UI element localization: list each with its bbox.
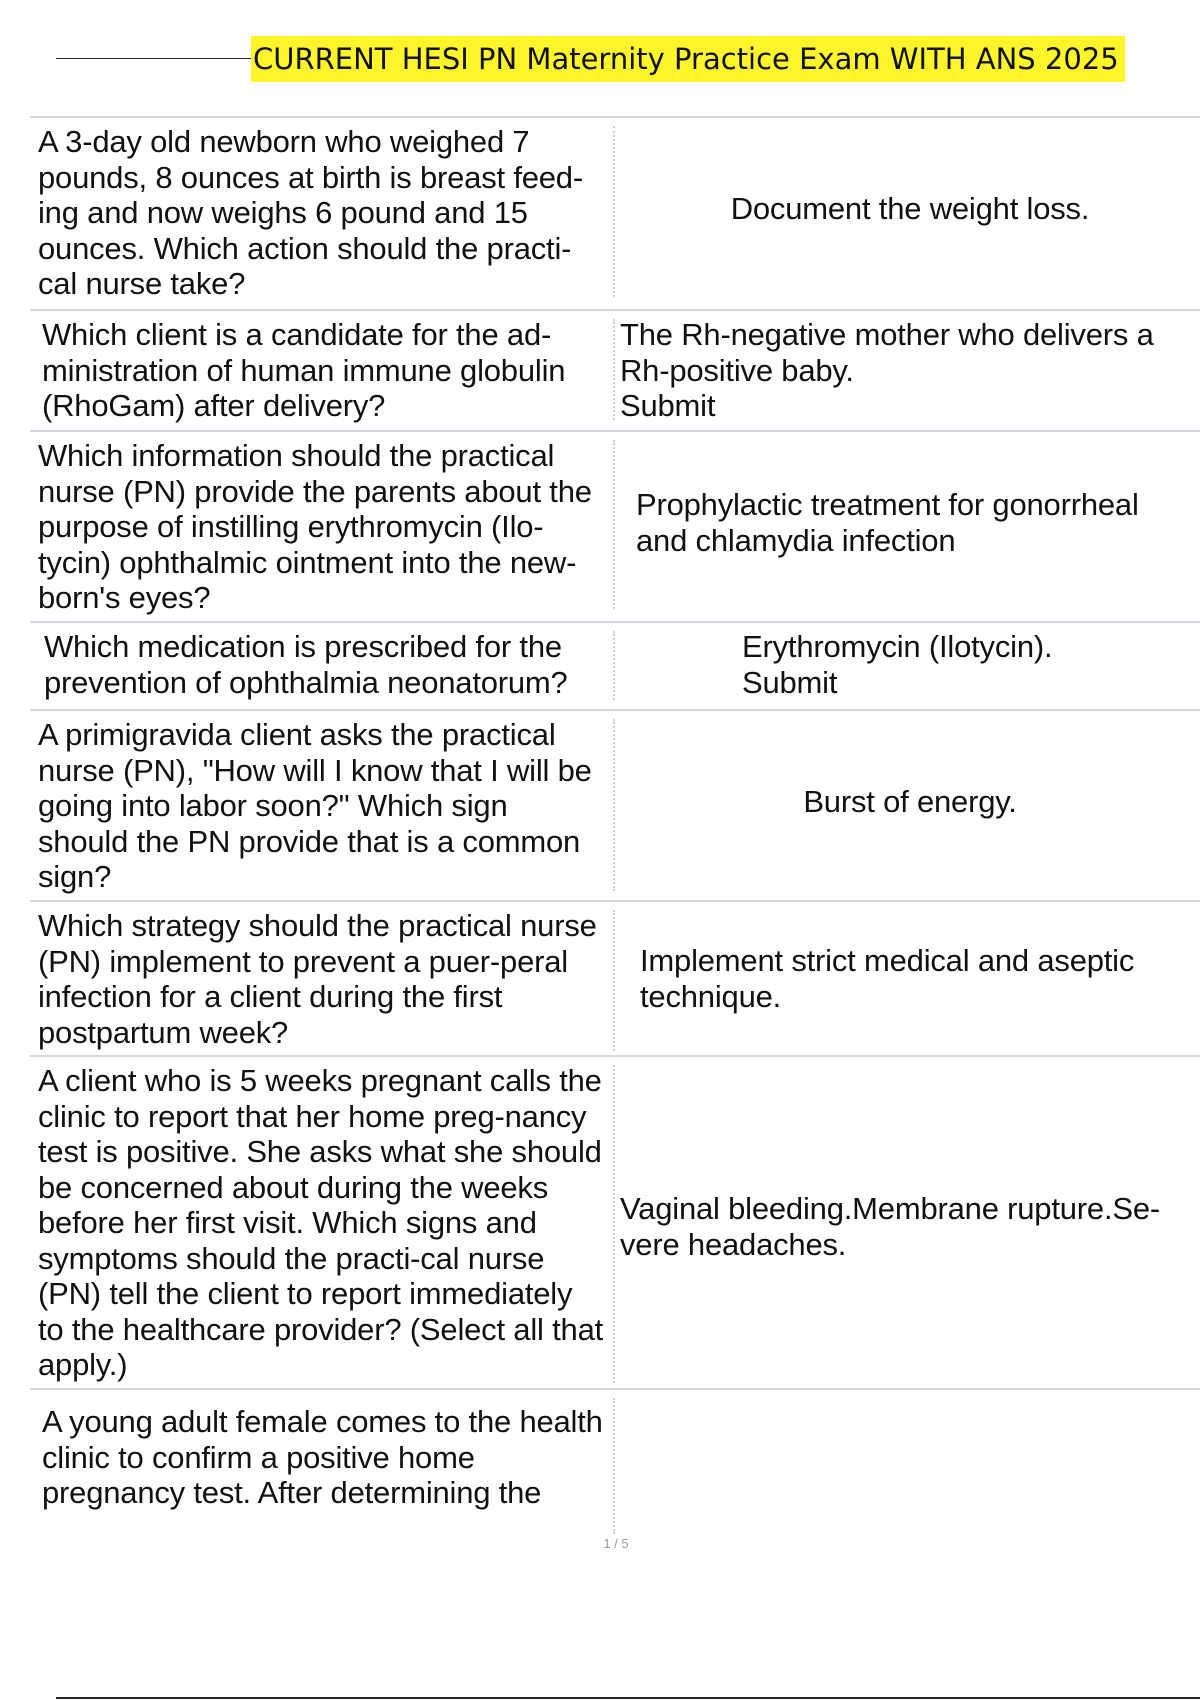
question-text: Which strategy should the practical nurse (PN) implement to prevent a puer-peral infection for a client during the first postpartum week? bbox=[38, 908, 597, 1050]
question-text: Which client is a candidate for the ad-ministration of human immune globulin (RhoGam) after delivery? bbox=[42, 317, 566, 423]
answer-text: Erythromycin (Ilotycin). bbox=[742, 629, 1053, 664]
qa-row-5 bbox=[30, 709, 1200, 897]
answer-text: The Rh-negative mother who delivers a Rh-positive baby. bbox=[620, 317, 1154, 388]
column-divider bbox=[613, 1398, 615, 1534]
answer-text: Prophylactic treatment for gonorrheal and chlamydia infection bbox=[636, 487, 1139, 558]
answer-text: Burst of energy. bbox=[803, 784, 1017, 819]
answer-cell bbox=[620, 711, 1200, 897]
answer-text: Document the weight loss. bbox=[730, 191, 1090, 226]
column-divider bbox=[613, 910, 615, 1051]
question-text: A 3-day old newborn who weighed 7 pounds, 8 ounces at birth is breast feed-ing and now weighs 6 pound and 15 ounces. Which action should the practi-cal nurse take? bbox=[38, 124, 583, 301]
answer-text: Vaginal bleeding.Membrane rupture.Se-vere headaches. bbox=[620, 1191, 1161, 1262]
qa-row-3 bbox=[30, 430, 1200, 615]
qa-row-8 bbox=[30, 1388, 1200, 1540]
column-divider bbox=[613, 1065, 615, 1383]
question-text: A young adult female comes to the health clinic to confirm a positive home pregnancy test. After determining the bbox=[42, 1404, 603, 1510]
column-divider bbox=[613, 631, 615, 700]
qa-row-2 bbox=[30, 309, 1200, 426]
column-divider bbox=[613, 126, 615, 297]
answer-cell bbox=[620, 1390, 1200, 1540]
footer-rule bbox=[56, 1697, 1200, 1699]
qa-row-7 bbox=[30, 1055, 1200, 1389]
header-rule bbox=[56, 58, 251, 59]
column-divider bbox=[613, 319, 615, 420]
question-text: A primigravida client asks the practical nurse (PN), "How will I know that I will be going into labor soon?" Which sign should the PN provide that is a common sign? bbox=[38, 717, 592, 894]
answer-cell bbox=[620, 118, 1200, 303]
page-indicator: 1 / 5 bbox=[603, 1536, 629, 1551]
column-divider bbox=[613, 719, 615, 891]
answer-text: Implement strict medical and aseptic technique. bbox=[640, 943, 1135, 1014]
answer-cell bbox=[620, 311, 1200, 426]
answer-submit-label: Submit bbox=[620, 388, 716, 423]
answer-cell bbox=[620, 623, 1200, 706]
document-title: CURRENT HESI PN Maternity Practice Exam WITH ANS 2025 bbox=[251, 36, 1125, 82]
qa-row-1 bbox=[30, 116, 1200, 303]
question-text: Which medication is prescribed for the prevention of ophthalmia neonatorum? bbox=[44, 629, 568, 700]
question-text: Which information should the practical nurse (PN) provide the parents about the purpose of instilling erythromycin (Ilo-tycin) ophthalmic ointment into the new-born's eyes? bbox=[38, 438, 592, 615]
answer-submit-label: Submit bbox=[742, 664, 838, 700]
qa-row-4 bbox=[30, 621, 1200, 706]
answer-cell bbox=[620, 902, 1200, 1057]
answer-cell bbox=[620, 432, 1200, 615]
answer-cell bbox=[620, 1057, 1200, 1389]
column-divider bbox=[613, 440, 615, 609]
question-text: A client who is 5 weeks pregnant calls the clinic to report that her home preg-nancy test is positive. She asks what she should be concerned about during the weeks before her first visit. Which signs and symptoms should the practi-cal nurse (PN) tell the client to report immediately to the healthcare provider? (Select all that apply.) bbox=[38, 1063, 604, 1382]
qa-row-6 bbox=[30, 900, 1200, 1057]
